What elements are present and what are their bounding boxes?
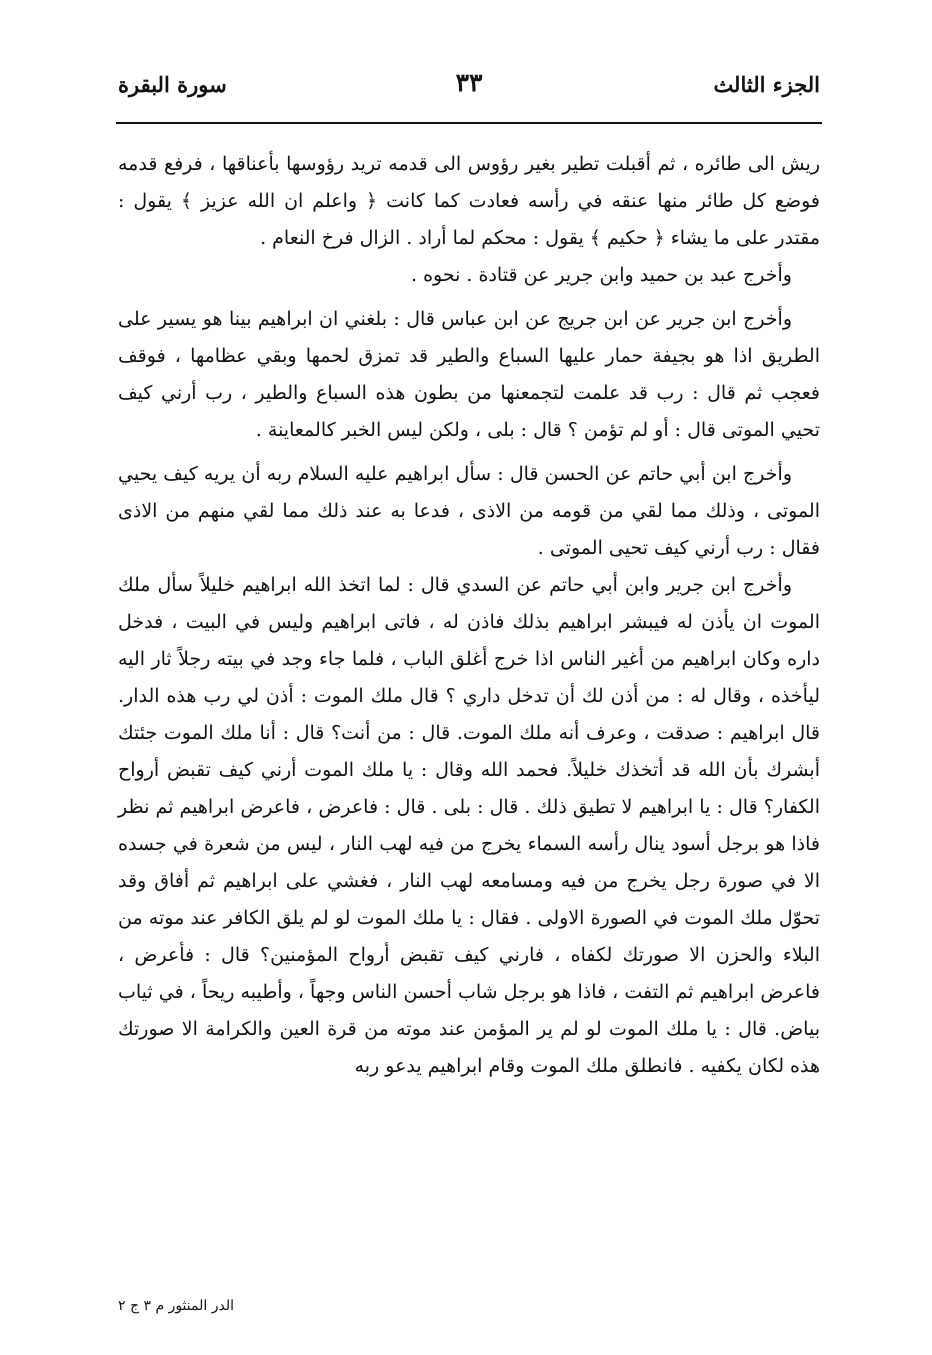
body-text <box>118 146 820 1085</box>
header-rule <box>116 122 822 124</box>
paragraph-suddi: وأخرج ابن جرير وابن أبي حاتم عن السدي قال : لما اتخذ الله ابراهيم خليلاً سأل ملك الموت ان يأذن له فيبشر ابراهيم بذلك فاذن له ، فاتى ابراهيم وليس في البيت ، فدخل داره وكان ابراهيم من أغير الناس اذا خرج أغلق الباب ، فلما جاء وجد في بيته رجلاً ثار اليه ليأخذه ، وقال له : من أذن لك أن تدخل داري ؟ قال ملك الموت : أذن لي رب هذه الدار. قال ابراهيم : صدقت ، وعرف أنه ملك الموت. قال : من أنت؟ قال : أنا ملك الموت جئتك أبشرك بأن الله قد أتخذك خليلاً. فحمد الله وقال : يا ملك الموت أرني كيف تقبض أرواح الكفار؟ قال : يا ابراهيم لا تطيق ذلك . قال : بلى . قال : فاعرض ، فاعرض ابراهيم ثم نظر فاذا هو برجل أسود ينال رأسه السماء يخرج من فيه لهب النار ، ليس من شعرة في جسده الا في صورة رجل يخرج من فيه ومسامعه لهب النار ، فغشي على ابراهيم ثم أفاق وقد تحوّل ملك الموت في الصورة الاولى . فقال : يا ملك الموت لو لم يلق الكافر عند موته من البلاء والحزن الا صورتك لكفاه ، فارني كيف تقبض أرواح المؤمنين؟ قال : فأعرض ، فاعرض ابراهيم ثم التفت ، فاذا هو برجل شاب أحسن الناس وجهاً ، وأطيبه ريحاً ، في ثياب بياض. قال : يا ملك الموت لو لم ير المؤمن عند موته من قرة العين والكرامة الا صورتك هذه لكان يكفيه . فانطلق ملك الموت وقام ابراهيم يدعو ربه <box>118 574 820 1077</box>
part-title: الجزء الثالث <box>713 72 820 97</box>
paragraph-qatada: وأخرج عبد بن حميد وابن جرير عن قتادة . نحوه . <box>410 264 792 286</box>
page-header <box>118 68 820 112</box>
paragraph-ibn-abbas: وأخرج ابن جرير عن ابن جريج عن ابن عباس قال : بلغني ان ابراهيم بينا هو يسير على الطريق اذا هو بجيفة حمار عليها السباع والطير قد تمزق لحمها وبقي عظامها ، فوقف فعجب ثم قال : رب قد علمت لتجمعنها من بطون هذه السباع والطير ، رب أرني كيف تحيي الموتى قال : أو لم تؤمن ؟ قال : بلى ، ولكن ليس الخبر كالمعاينة . <box>118 308 820 441</box>
paragraph-hasan: وأخرج ابن أبي حاتم عن الحسن قال : سأل ابراهيم عليه السلام ربه أن يريه كيف يحيي الموتى ، وذلك مما لقي من قومه من الاذى ، فدعا به عند ذلك مما لقي منهم من الاذى فقال : رب أرني كيف تحيى الموتى . <box>118 463 820 559</box>
page-number: ٣٣ <box>455 68 483 97</box>
paragraph-continuation: ريش الى طائره ، ثم أقبلت تطير بغير رؤوس الى قدمه تريد رؤوسها بأعناقها ، فرفع قدمه فوضع كل طائر منها عنقه في رأسه فعادت كما كانت ﴿ واعلم ان الله عزيز ﴾ يقول : مقتدر على ما يشاء ﴿ حكيم ﴾ يقول : محكم لما أراد . الزال فرخ النعام . <box>118 153 820 249</box>
surah-title: سورة البقرة <box>118 72 227 97</box>
signature-mark: الدر المنثور م ٣ ج ٢ <box>118 1298 234 1314</box>
